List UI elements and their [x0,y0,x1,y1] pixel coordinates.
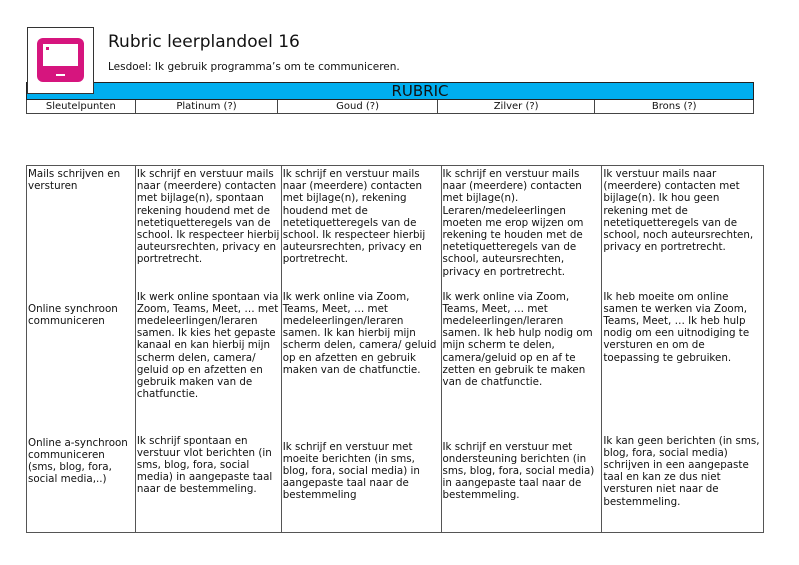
cell-platinum: Ik schrijf en verstuur mails naar (meerdere) contacten met bijlage(n), spontaan rekening houdend met de netetiquetteregels van de school. Ik respecteer hierbij auteursrechten, privacy en portretrecht. [135,166,281,289]
rubric-table [26,165,764,533]
table-row [27,166,764,289]
cell-brons: Ik verstuur mails naar (meerdere) contacten met bijlage(n). Ik hou geen rekening met de netetiquetteregels van de school, noch auteursrechten, privacy en portretrecht. [602,166,764,289]
row-key: Online a-synchroon communiceren (sms, blog, fora, social media,..) [27,433,136,533]
cell-platinum: Ik werk online spontaan via Zoom, Teams, Meet, … met medeleerlingen/leraren samen. Ik kies het gepaste kanaal en kan hierbij mijn scherm delen, camera/ geluid op en afzetten en gebruik maken van de chatfunctie. [135,289,281,433]
cell-goud: Ik schrijf en verstuur met moeite berichten (in sms, blog, fora, social media) in aangepaste taal naar de bestemmeling [281,433,441,533]
cell-goud: Ik werk online via Zoom, Teams, Meet, … met medeleerlingen/leraren samen. Ik kan hierbij mijn scherm delen, camera/ geluid op en afzetten en gebruik maken van de chatfunctie. [281,289,441,433]
cell-zilver: Ik schrijf en verstuur mails naar (meerdere) contacten met bijlage(n). Leraren/medeleerlingen moeten me erop wijzen om rekening te houden met de netetiquetteregels van de school, auteursrechten, privacy en portretrecht. [441,166,602,289]
column-header-brons: Brons (?) [651,101,697,112]
column-header-goud: Goud (?) [278,100,438,113]
column-header-platinum: Platinum (?) [136,100,279,113]
cell-brons: Ik heb moeite om online samen te werken via Zoom, Teams, Meet, … Ik heb hulp nodig om een uitnodiging te versturen en om de toepassing te gebruiken. [602,289,764,433]
column-header-row [26,100,754,114]
lesdoel: Lesdoel: Ik gebruik programma’s om te communiceren. [108,61,400,73]
column-header-sleutelpunten: Sleutelpunten [27,100,136,113]
cell-zilver: Ik werk online via Zoom, Teams, Meet, … met medeleerlingen/leraren samen. Ik heb hulp nodig om mijn scherm te delen, camera/geluid op en af te zetten en gebruik te maken van de chatfunctie. [441,289,602,433]
cell-brons: Ik kan geen berichten (in sms, blog, fora, social media) schrijven in een aangepaste taal en kan ze dus niet versturen niet naar de bestemmeling. [602,433,764,533]
cell-goud: Ik schrijf en verstuur mails naar (meerdere) contacten met bijlage(n), rekening houdend met de netetiquetteregels van de school. Ik respecteer hierbij auteursrechten, privacy en portretrecht. [281,166,441,289]
table-row [27,289,764,433]
page-title: Rubric leerplandoel 16 [108,32,300,52]
row-key: Online synchroon communiceren [27,289,136,433]
laptop-icon [28,28,93,93]
cell-zilver: Ik schrijf en verstuur met ondersteuning berichten (in sms, blog, fora, social media) in aangepaste taal naar de bestemmeling. [441,433,602,533]
logo [27,27,94,94]
rubric-banner: RUBRIC [26,82,754,100]
cell-platinum: Ik schrijf spontaan en verstuur vlot berichten (in sms, blog, fora, social media) in aangepaste taal naar de bestemmeling. [135,433,281,533]
table-row [27,433,764,533]
row-key: Mails schrijven en versturen [27,166,136,289]
column-header-zilver: Zilver (?) [438,100,596,113]
